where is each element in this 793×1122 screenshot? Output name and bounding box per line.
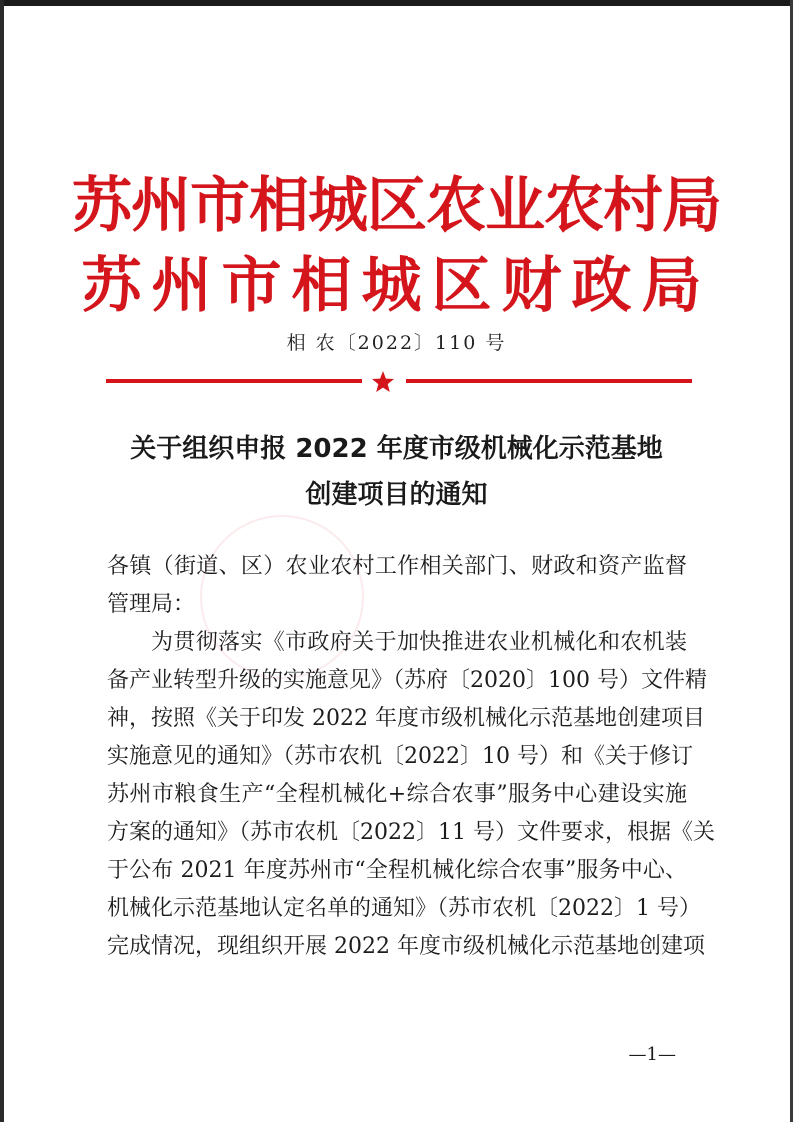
paragraph-line: 实施意见的通知》（苏市农机〔2022〕10 号）和《关于修订 xyxy=(107,744,693,769)
page-number: —1— xyxy=(628,1044,676,1065)
document-title-line-2: 创建项目的通知 xyxy=(305,480,488,510)
paragraph-line: 苏州市粮食生产“全程机械化+综合农事”服务中心建设实施 xyxy=(107,782,687,807)
paragraph-line: 机械化示范基地认定名单的通知》（苏市农机〔2022〕1 号） xyxy=(107,896,701,921)
document-title-line-1: 关于组织申报 2022 年度市级机械化示范基地 xyxy=(130,434,663,464)
paragraph-line: 完成情况，现组织开展 2022 年度市级机械化示范基地创建项 xyxy=(107,934,705,959)
divider-rule-right xyxy=(406,379,692,383)
paragraph-line: 于公布 2021 年度苏州市“全程机械化综合农事”服务中心、 xyxy=(107,858,687,883)
paragraph-line: 神，按照《关于印发 2022 年度市级机械化示范基地创建项目 xyxy=(107,706,705,731)
paragraph-line: 方案的通知》（苏市农机〔2022〕11 号）文件要求，根据《关 xyxy=(107,820,715,845)
body-paragraph xyxy=(107,624,715,966)
paragraph-line: 为贯彻落实《市政府关于加快推进农业机械化和农机装 xyxy=(151,630,687,655)
star-icon xyxy=(371,370,395,394)
document-body xyxy=(107,548,715,966)
issuer-name-finance: 苏州市相城区财政局 xyxy=(81,251,712,321)
divider-rule-left xyxy=(106,379,362,383)
issuer-name-agriculture: 苏州市相城区农业农村局 xyxy=(72,171,721,241)
paragraph-line: 备产业转型升级的实施意见》（苏府〔2020〕100 号）文件精 xyxy=(107,668,707,693)
scan-edge-top xyxy=(0,0,793,6)
salutation xyxy=(107,548,687,624)
red-divider xyxy=(106,374,692,388)
document-number: 相 农〔2022〕110 号 xyxy=(286,332,507,354)
salutation-line: 管理局： xyxy=(107,592,196,617)
salutation-line: 各镇（街道、区）农业农村工作相关部门、财政和资产监督 xyxy=(107,554,687,579)
